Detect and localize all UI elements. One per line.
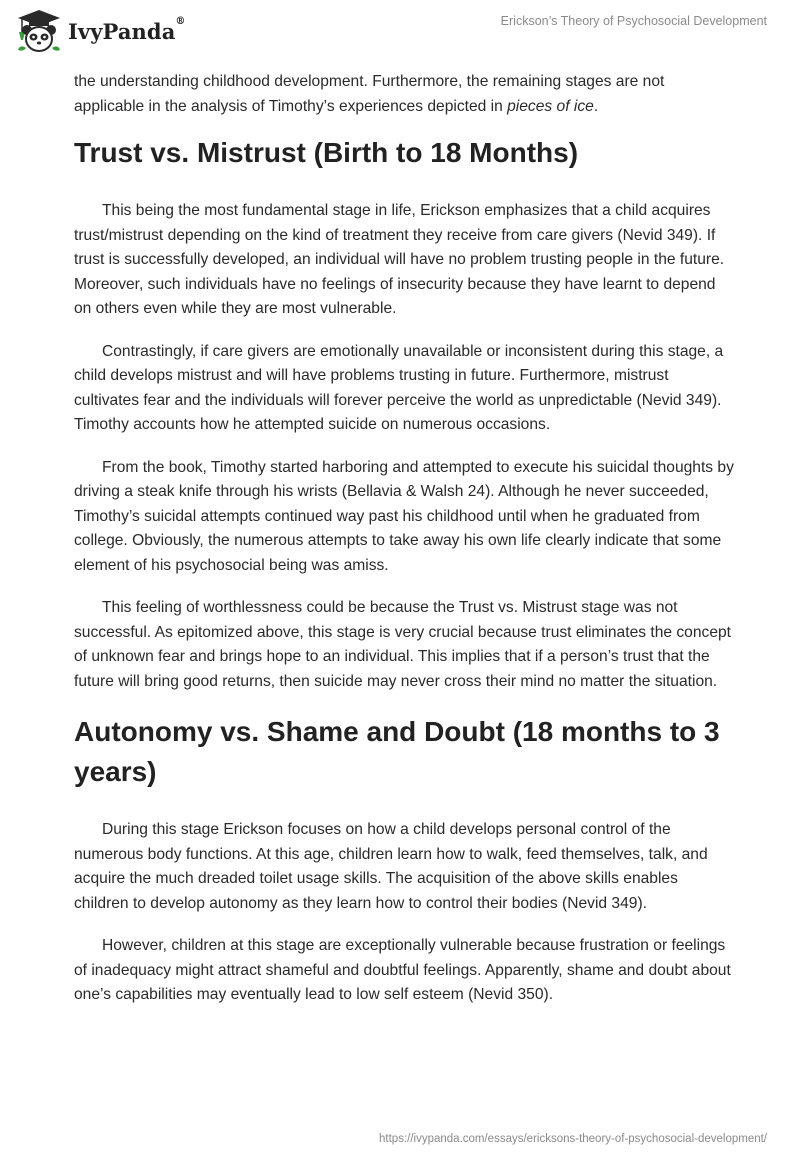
page-header	[0, 0, 800, 60]
source-url[interactable]: https://ivypanda.com/essays/ericksons-theory-of-psychosocial-development/	[379, 1133, 767, 1145]
ivypanda-logo[interactable]	[14, 8, 186, 54]
heading-trust-vs-mistrust: Trust vs. Mistrust (Birth to 18 Months)	[74, 137, 579, 168]
heading-autonomy-vs-shame: Autonomy vs. Shame and Doubt (18 months to 3 years)	[74, 716, 720, 787]
intro-paragraph: the understanding childhood development. Furthermore, the remaining stages are not applicable in the analysis of Timothy’s experiences depicted in pieces of ice.	[74, 73, 665, 115]
paragraph-trust-1: This being the most fundamental stage in life, Erickson emphasizes that a child acquires trust/mistrust depending on the kind of treatment they receive from care givers (Nevid 349). If trust is successfully developed, an individual will have no problem trusting people in the future. Moreover, such individuals have no feelings of insecurity because they have learnt to depend on others even while they are most vulnerable.	[74, 202, 725, 317]
logo-wordmark: IvyPanda®	[68, 15, 186, 44]
paragraph-trust-2: Contrastingly, if care givers are emotionally unavailable or inconsistent during this stage, a child develops mistrust and will have problems trusting in future. Furthermore, mistrust cultivates fear and the individuals will forever perceive the world as unpredictable (Nevid 349). Timothy accounts how he attempted suicide on numerous occasions.	[74, 342, 724, 433]
document-title: Erickson’s Theory of Psychosocial Development	[500, 14, 767, 28]
book-title: pieces of ice	[507, 97, 594, 115]
paragraph-trust-3: From the book, Timothy started harboring and attempted to execute his suicidal thoughts by driving a steak knife through his wrists (Bellavia & Walsh 24). Although he never succeeded, Timothy’s suicidal attempts continued way past his childhood until when he graduated from college. Obviously, the numerous attempts to take away his own life clearly indicate that some element of his psychosocial being was amiss.	[74, 458, 734, 574]
paragraph-autonomy-2: However, children at this stage are exceptionally vulnerable because frustration or feelings of inadequacy might attract shameful and doubtful feelings. Apparently, shame and doubt about one’s capabilities may eventually lead to low self esteem (Nevid 350).	[74, 937, 731, 1003]
essay-body	[74, 70, 734, 1026]
panda-graduate-icon	[14, 8, 64, 54]
paragraph-trust-4: This feeling of worthlessness could be because the Trust vs. Mistrust stage was not successful. As epitomized above, this stage is very crucial because trust eliminates the concept of unknown fear and brings hope to an individual. This implies that if a person’s trust that the future will bring good returns, then suicide may never cross their mind no matter the situation.	[74, 599, 731, 690]
paragraph-autonomy-1: During this stage Erickson focuses on how a child develops personal control of the numerous body functions. At this age, children learn how to walk, feed themselves, talk, and acquire the much dreaded toilet usage skills. The acquisition of the above skills enables children to develop autonomy as they learn how to control their bodies (Nevid 349).	[74, 821, 708, 912]
